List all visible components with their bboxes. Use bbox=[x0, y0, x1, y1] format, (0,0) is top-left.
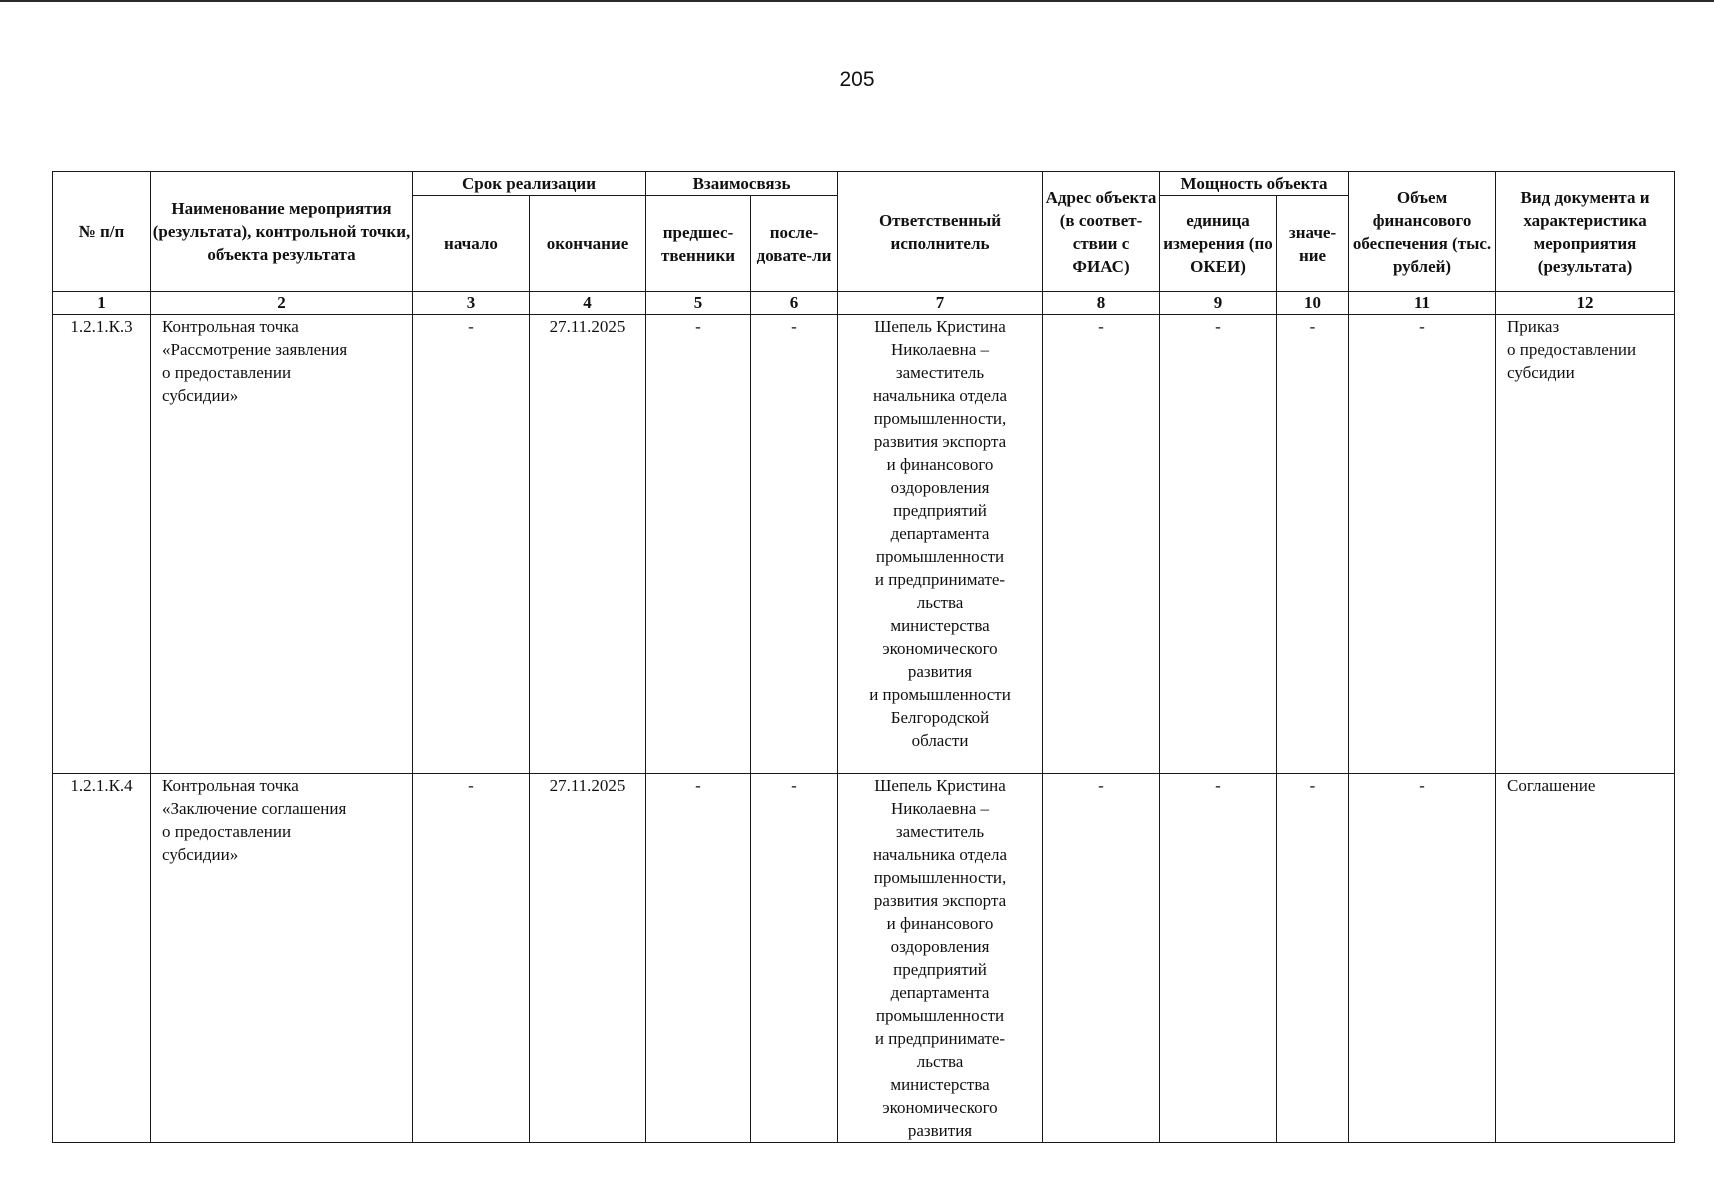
row-finance: - bbox=[1349, 774, 1496, 1143]
header-term-start: начало bbox=[413, 196, 530, 292]
row-name: Контрольная точка «Рассмотрение заявления о предоставлении субсидии» bbox=[151, 315, 413, 774]
column-number: 3 bbox=[413, 292, 530, 315]
column-number: 7 bbox=[838, 292, 1043, 315]
column-number: 9 bbox=[1160, 292, 1277, 315]
row-predecessors: - bbox=[646, 774, 751, 1143]
row-value: - bbox=[1277, 774, 1349, 1143]
row-document: Приказ о предоставлении субсидии bbox=[1496, 315, 1675, 774]
column-number: 2 bbox=[151, 292, 413, 315]
row-value: - bbox=[1277, 315, 1349, 774]
row-responsible: Шепель Кристина Николаевна – заместитель начальника отдела промышленности, развития экспорта и финансового оздоровления предприятий департамента промышленности и предпринимате- льства министерства экономического развития и промышленности Белгородской области bbox=[838, 315, 1043, 774]
scan-edge-line bbox=[0, 0, 1714, 2]
header-address: Адрес объекта (в соответ-ствии с ФИАС) bbox=[1043, 172, 1160, 292]
header-term-end: окончание bbox=[530, 196, 646, 292]
row-number: 1.2.1.К.3 bbox=[53, 315, 151, 774]
row-successors: - bbox=[751, 774, 838, 1143]
header-responsible: Ответственный исполнитель bbox=[838, 172, 1043, 292]
row-name: Контрольная точка «Заключение соглашения о предоставлении субсидии» bbox=[151, 774, 413, 1143]
header-no: № п/п bbox=[53, 172, 151, 292]
header-term-group: Срок реализации bbox=[413, 172, 646, 196]
row-responsible: Шепель Кристина Николаевна – заместитель начальника отдела промышленности, развития экспорта и финансового оздоровления предприятий департамента промышленности и предпринимате- льства министерства экономического развития bbox=[838, 774, 1043, 1143]
table-row bbox=[53, 774, 1675, 1143]
header-capacity-unit: единица измерения (по ОКЕИ) bbox=[1160, 196, 1277, 292]
row-unit: - bbox=[1160, 774, 1277, 1143]
column-number: 4 bbox=[530, 292, 646, 315]
header-name: Наименование мероприятия (результата), контрольной точки, объекта результата bbox=[151, 172, 413, 292]
header-link-pred: предшес-твенники bbox=[646, 196, 751, 292]
row-address: - bbox=[1043, 774, 1160, 1143]
column-number: 12 bbox=[1496, 292, 1675, 315]
row-number: 1.2.1.К.4 bbox=[53, 774, 151, 1143]
column-number: 5 bbox=[646, 292, 751, 315]
table-row bbox=[53, 315, 1675, 774]
row-successors: - bbox=[751, 315, 838, 774]
column-number: 8 bbox=[1043, 292, 1160, 315]
column-number: 1 bbox=[53, 292, 151, 315]
plan-table bbox=[52, 171, 1675, 1143]
column-number: 6 bbox=[751, 292, 838, 315]
column-number: 10 bbox=[1277, 292, 1349, 315]
header-capacity-value: значе-ние bbox=[1277, 196, 1349, 292]
row-end: 27.11.2025 bbox=[530, 774, 646, 1143]
header-link-succ: после-довате-ли bbox=[751, 196, 838, 292]
page-number: 205 bbox=[839, 68, 875, 91]
header-link-group: Взаимосвязь bbox=[646, 172, 838, 196]
row-unit: - bbox=[1160, 315, 1277, 774]
row-start: - bbox=[413, 315, 530, 774]
row-document: Соглашение bbox=[1496, 774, 1675, 1143]
row-start: - bbox=[413, 774, 530, 1143]
column-number: 11 bbox=[1349, 292, 1496, 315]
header-doc: Вид документа и характеристика мероприятия (результата) bbox=[1496, 172, 1675, 292]
row-predecessors: - bbox=[646, 315, 751, 774]
row-end: 27.11.2025 bbox=[530, 315, 646, 774]
header-capacity-group: Мощность объекта bbox=[1160, 172, 1349, 196]
row-finance: - bbox=[1349, 315, 1496, 774]
row-address: - bbox=[1043, 315, 1160, 774]
header-finance: Объем финансового обеспечения (тыс. рублей) bbox=[1349, 172, 1496, 292]
